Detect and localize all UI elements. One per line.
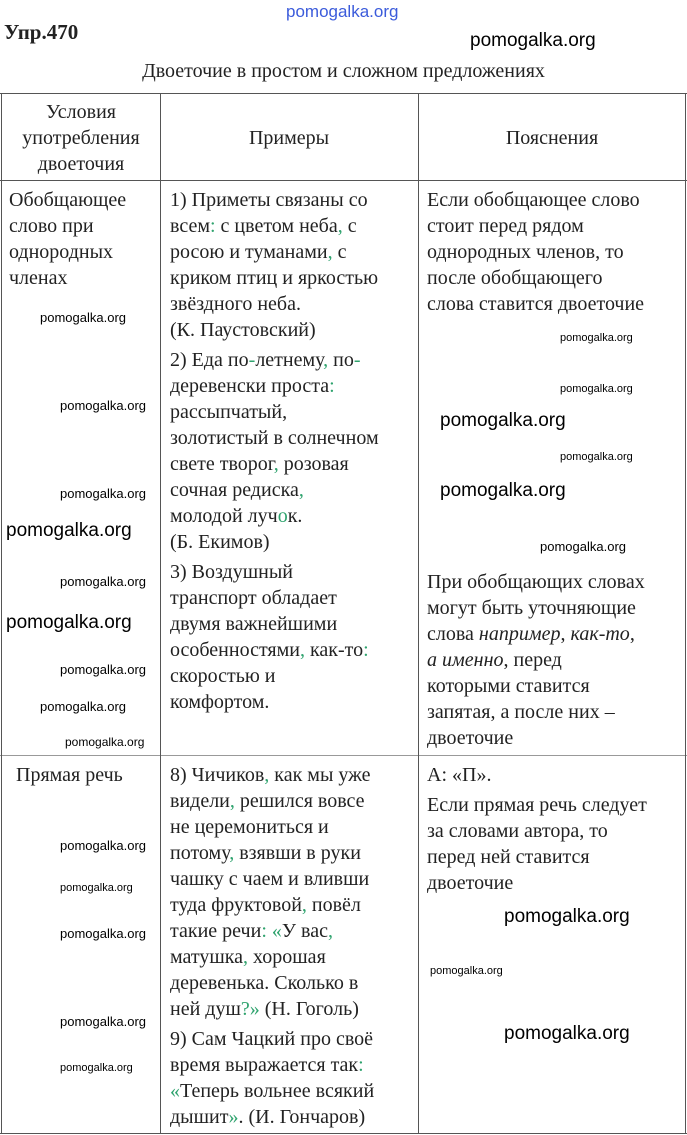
example-item [170, 1026, 416, 1130]
text: дышит [170, 1106, 229, 1128]
text: . (И. Гончаров) [238, 1106, 366, 1128]
text-line [9, 265, 159, 291]
highlighted-punctuation: , [327, 920, 333, 942]
text-line [170, 1078, 416, 1104]
text-line [170, 347, 416, 373]
text-line [427, 844, 685, 870]
watermark: pomogalka.org [60, 1062, 133, 1074]
text: хорошая [248, 946, 326, 968]
text-line [427, 647, 685, 673]
text: к. [287, 505, 303, 527]
text-line [170, 265, 416, 291]
text: перед ней ставится [427, 846, 590, 868]
highlighted-punctuation: « [271, 920, 282, 942]
text-line [170, 1104, 416, 1130]
row1-explanation-1 [427, 187, 685, 321]
text-line [427, 265, 685, 291]
text: всем [170, 215, 210, 237]
highlighted-punctuation: : [261, 920, 267, 942]
text: золотистый в солнечном [170, 427, 379, 449]
text: такие речи [170, 920, 262, 942]
row2-condition [16, 762, 160, 788]
text: росою и туманами [170, 241, 328, 263]
row1-examples [170, 187, 416, 719]
header-explanations: Пояснения [505, 127, 599, 149]
col-border-right [685, 93, 686, 1134]
watermark: pomogalka.org [60, 398, 146, 413]
text: Обобщающее [9, 189, 127, 211]
text: запятая, а после них – [427, 701, 615, 723]
text-line [170, 559, 416, 585]
text-line [9, 213, 159, 239]
text: слова [427, 623, 479, 645]
row2-explanation-1 [427, 762, 685, 792]
text-line [427, 213, 685, 239]
watermark: pomogalka.org [560, 383, 633, 395]
text-line [9, 239, 159, 265]
col-divider-2 [418, 93, 419, 1134]
example-item [170, 187, 416, 343]
text: , перед [503, 649, 562, 671]
row2-explanation-2 [427, 792, 685, 900]
watermark: pomogalka.org [440, 410, 566, 431]
text-line [427, 725, 685, 751]
highlighted-punctuation: » [228, 1106, 239, 1128]
text: потому [170, 842, 230, 864]
text-line [170, 840, 416, 866]
highlighted-punctuation: - [353, 349, 361, 371]
text: звёздного неба. [170, 293, 301, 315]
text-line [170, 970, 416, 996]
text: деревенски проста [170, 375, 330, 397]
text: с [332, 241, 347, 263]
text-line [170, 239, 416, 265]
text: розовая [278, 453, 349, 475]
text-line [427, 673, 685, 699]
exercise-title: Упр.470 [4, 20, 79, 44]
text: однородных [9, 241, 114, 263]
watermark-top: pomogalka.org [286, 2, 399, 21]
text-line [170, 477, 416, 503]
text: При обобщающих словах [427, 571, 645, 593]
header-divider [0, 180, 687, 181]
text: Если обобщающее слово [427, 189, 640, 211]
text-line [427, 792, 685, 818]
text-line [170, 892, 416, 918]
text: решился вовсе [234, 790, 365, 812]
text-line [427, 699, 685, 725]
text: после обобщающего [427, 267, 603, 289]
text-line [170, 689, 416, 715]
text: двоеточие [427, 727, 514, 749]
row1-explanation-2 [427, 569, 685, 755]
row1-condition [9, 187, 159, 291]
text: 8) Чичиков [170, 764, 265, 786]
text-line [170, 944, 416, 970]
highlighted-punctuation: , [273, 453, 279, 475]
highlighted-punctuation: , [243, 946, 249, 968]
watermark: pomogalka.org [60, 662, 146, 677]
text: (Н. Гоголь) [259, 998, 359, 1020]
text: 1) Приметы связаны со [170, 189, 368, 211]
text: летнему [255, 349, 324, 371]
text: (Б. Екимов) [170, 531, 270, 553]
text: молодой луч [170, 505, 278, 527]
text: криком птиц и яркостью [170, 267, 379, 289]
header-conditions: Условия употребления двоеточия [22, 101, 140, 175]
watermark: pomogalka.org [430, 965, 503, 977]
highlighted-punctuation: о [277, 505, 288, 527]
text-line [170, 918, 416, 944]
watermark: pomogalka.org [60, 1014, 146, 1029]
highlighted-punctuation: - [248, 349, 256, 371]
watermark: pomogalka.org [560, 332, 633, 344]
text-line [9, 187, 159, 213]
watermark: pomogalka.org [6, 612, 132, 633]
example-item [427, 762, 685, 788]
text: не церемониться и [170, 816, 329, 838]
watermark: pomogalka.org [60, 882, 133, 894]
text: могут быть уточняющие [427, 597, 636, 619]
italic-text: например [478, 623, 561, 645]
watermark: pomogalka.org [60, 574, 146, 589]
text-line [427, 870, 685, 896]
text: слова ставится двоеточие [427, 293, 645, 315]
text-line [170, 317, 416, 343]
text: туда фруктовой [170, 894, 302, 916]
text: Если прямая речь следует [427, 794, 647, 816]
text: особенностями [170, 639, 300, 661]
highlighted-punctuation: , [337, 215, 343, 237]
highlighted-punctuation: : [209, 215, 216, 237]
text: которыми ставится [427, 675, 590, 697]
text-line [170, 814, 416, 840]
header-examples: Примеры [248, 127, 330, 149]
text-line [170, 762, 416, 788]
text: по [328, 349, 354, 371]
highlighted-punctuation: ?» [240, 998, 260, 1020]
text: двумя важнейшими [170, 613, 338, 635]
watermark: pomogalka.org [60, 838, 146, 853]
highlighted-punctuation: , [299, 639, 305, 661]
text: 2) Еда по [170, 349, 249, 371]
text-line [170, 503, 416, 529]
text-line [170, 529, 416, 555]
highlighted-punctuation: , [327, 241, 333, 263]
watermark: pomogalka.org [40, 699, 126, 714]
example-item [427, 792, 685, 896]
text-line [170, 611, 416, 637]
text: время выражается так [170, 1054, 359, 1076]
col-border-left [1, 93, 2, 1134]
text: за словами автора, то [427, 820, 608, 842]
text: (К. Паустовский) [170, 319, 316, 341]
text-line [427, 569, 685, 595]
text: У вас [281, 920, 328, 942]
watermark: pomogalka.org [470, 30, 596, 51]
text: 9) Сам Чацкий про своё [170, 1028, 373, 1050]
text-line [427, 239, 685, 265]
text-line [170, 788, 416, 814]
watermark: pomogalka.org [40, 310, 126, 325]
highlighted-punctuation: , [229, 790, 235, 812]
text-line [170, 1052, 416, 1078]
text-line [16, 762, 160, 788]
text-line [170, 399, 416, 425]
text: , [629, 623, 635, 645]
text: повёл [306, 894, 361, 916]
text: членах [9, 267, 68, 289]
text: сочная редиска [170, 479, 299, 501]
text-line [170, 585, 416, 611]
text: , [560, 623, 571, 645]
text: с цветом неба [215, 215, 338, 237]
text-line [170, 1026, 416, 1052]
table-border-top [0, 93, 687, 94]
example-item [427, 187, 685, 317]
italic-text: а именно [427, 649, 504, 671]
text: транспорт обладает [170, 587, 337, 609]
text-line [427, 621, 685, 647]
highlighted-punctuation: , [301, 894, 307, 916]
row-divider [0, 755, 687, 756]
row2-examples [170, 762, 416, 1134]
text: взявши в руки [234, 842, 361, 864]
watermark: pomogalka.org [504, 1023, 630, 1044]
highlighted-punctuation: : [363, 639, 369, 661]
text-line [170, 187, 416, 213]
text: скоростью и [170, 665, 276, 687]
watermark: pomogalka.org [540, 539, 626, 554]
watermark: pomogalka.org [440, 480, 566, 501]
highlighted-punctuation: : [358, 1054, 364, 1076]
highlighted-punctuation: , [323, 349, 329, 371]
text-line [170, 866, 416, 892]
text: видели [170, 790, 230, 812]
text: чашку с чаем и вливши [170, 868, 370, 890]
highlighted-punctuation: , [229, 842, 235, 864]
text-line [427, 818, 685, 844]
example-item [427, 569, 685, 751]
text: Прямая речь [16, 764, 123, 786]
text: комфортом. [170, 691, 270, 713]
text: двоеточие [427, 872, 514, 894]
text-line [170, 451, 416, 477]
watermark: pomogalka.org [65, 735, 145, 749]
watermark: pomogalka.org [6, 520, 132, 541]
text-line [427, 187, 685, 213]
text: свете творог [170, 453, 274, 475]
example-item [170, 762, 416, 1022]
text-line [170, 291, 416, 317]
text: ней душ [170, 998, 241, 1020]
text: Теперь вольнее всякий [180, 1080, 375, 1102]
italic-text: как-то [570, 623, 630, 645]
text-line [170, 373, 416, 399]
text-line [427, 291, 685, 317]
text-line [170, 425, 416, 451]
highlighted-punctuation: « [170, 1080, 180, 1102]
text: стоит перед рядом [427, 215, 584, 237]
watermark: pomogalka.org [504, 906, 630, 927]
col-divider-1 [160, 93, 161, 1134]
highlighted-punctuation: : [329, 375, 335, 397]
watermark: pomogalka.org [60, 926, 146, 941]
watermark: pomogalka.org [60, 486, 146, 501]
text: А: «П». [427, 764, 492, 786]
text-line [170, 663, 416, 689]
text: матушка [170, 946, 244, 968]
watermark: pomogalka.org [560, 451, 633, 463]
text: рассыпчатый, [170, 401, 288, 423]
text: слово при [9, 215, 94, 237]
highlighted-punctuation: , [298, 479, 304, 501]
example-item [170, 559, 416, 715]
table-caption: Двоеточие в простом и сложном предложениях [142, 60, 545, 82]
example-item [170, 347, 416, 555]
text: 3) Воздушный [170, 561, 293, 583]
text-line [170, 996, 416, 1022]
text: однородных членов, то [427, 241, 624, 263]
highlighted-punctuation: , [264, 764, 270, 786]
text: с [342, 215, 357, 237]
text: как мы уже [269, 764, 371, 786]
text-line [427, 762, 685, 788]
text: как-то [304, 639, 364, 661]
text: деревенька. Сколько в [170, 972, 359, 994]
text-line [170, 637, 416, 663]
text-line [427, 595, 685, 621]
text-line [170, 213, 416, 239]
